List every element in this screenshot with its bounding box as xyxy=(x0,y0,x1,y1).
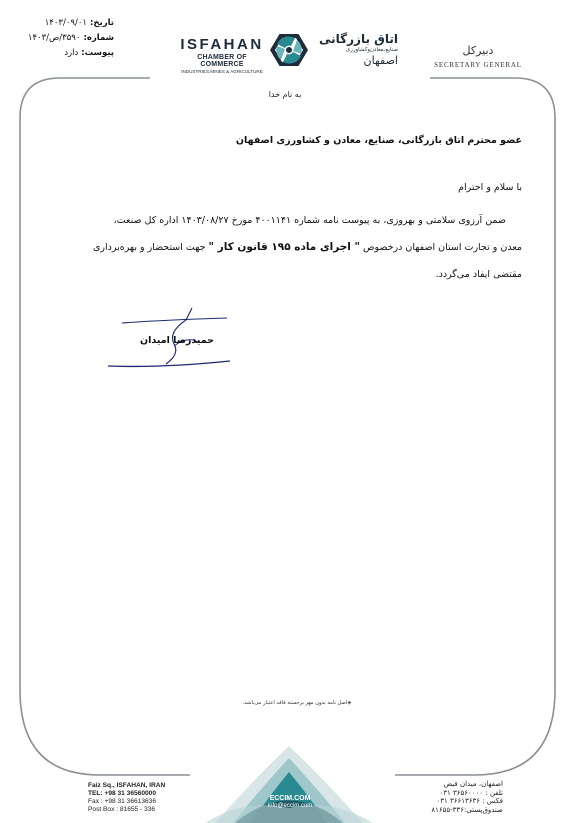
logo-fa-line3: اصفهان xyxy=(363,54,398,67)
footer-address-en xyxy=(88,782,180,814)
footer-emblem-icon xyxy=(195,738,383,823)
logo-en-sub: CHAMBER OF COMMERCE xyxy=(197,54,247,68)
attachment-row xyxy=(4,46,114,61)
date-label: تاریخ: xyxy=(90,18,114,28)
footer-en-line1: Faiz Sq., ISFAHAN, IRAN xyxy=(88,782,166,789)
number-label: شماره: xyxy=(83,33,114,43)
logo-fa-line2: صنایع،معادن‌وکشاورزی xyxy=(345,47,398,53)
footer-email-link[interactable]: info@eccim.com xyxy=(267,803,313,809)
date-value: ۱۴۰۳/۰۹/۰۱ xyxy=(44,18,87,28)
salutation: با سلام و احترام xyxy=(458,182,522,193)
footer-en-line4: Post Box : 81655 - 336 xyxy=(88,806,156,813)
basmala: به نام خدا xyxy=(268,90,302,99)
footer-en-line3: Fax : +98 31 36613636 xyxy=(88,798,157,805)
date-row xyxy=(4,16,114,31)
attachment-label: پیوست: xyxy=(81,48,114,58)
footer-fa-line2: تلفن : ۳۶۵۶۰۰۰۰ ۰۳۱ xyxy=(439,788,503,797)
footer-address-fa xyxy=(403,780,503,814)
paragraph-line-3: مقتضی ایفاد می‌گردد. xyxy=(435,269,522,280)
paragraph-line-2 xyxy=(44,234,522,261)
paragraph-line-2-end: جهت استحضار و بهره‌برداری xyxy=(92,242,206,253)
logo-en-tag: INDUSTRIES,MINES & AGRICULTURE xyxy=(181,69,263,74)
logo-english xyxy=(180,36,264,74)
secretary-en: SECRETARY GENERAL xyxy=(434,61,522,69)
number-value: ۳۵۹۰/ص/۱۴۰۳ xyxy=(27,33,81,43)
paragraph-line-2-start: معدن و تجارت استان اصفهان درخصوص xyxy=(363,242,522,253)
footer-fa-line1: اصفهان، میدان فیض xyxy=(443,780,503,788)
signer-name: حمیدرضا امیدان xyxy=(140,335,214,346)
secretary-fa: دبیرکل xyxy=(462,44,494,57)
paragraph-line-1: ضمن آرزوی سلامتی و بهروزی، به پیوست نامه شماره ۴۰۰۱۱۴۱ مورخ ۱۴۰۳/۰۸/۲۷ اداره کل صنعت، xyxy=(113,215,506,226)
footer-contact-web xyxy=(250,795,330,809)
paragraph-subject: " اجرای ماده ۱۹۵ قانون کار " xyxy=(208,241,361,253)
recipient-line: عضو محترم اتاق بازرگانی، صنایع، معادن و کشاورزی اصفهان xyxy=(235,135,522,146)
attachment-value: دارد xyxy=(64,48,79,58)
letter-paragraph xyxy=(44,207,522,288)
letter-meta xyxy=(4,16,114,61)
footer-fa-line4: صندوق‌پستی:۳۳۶-۸۱۶۵۵ xyxy=(431,805,503,814)
validity-note: ◈اصل نامه بدون مهر برجسته فاقد اعتبار می‌باشد. xyxy=(242,700,352,706)
number-row xyxy=(4,31,114,46)
footer-fa-line3: فکس : ۳۶۶۱۳۶۳۶ ۰۳۱ xyxy=(436,797,503,806)
logo-en-title: ISFAHAN xyxy=(180,36,264,53)
logo-persian xyxy=(316,32,398,67)
secretary-general-title xyxy=(433,44,523,69)
logo-fa-line1: اتاق بازرگانی xyxy=(319,32,398,46)
footer-website-link[interactable]: ECCIM.COM xyxy=(269,795,311,802)
chamber-logo-icon xyxy=(264,28,314,72)
footer-en-line2: TEL: +98 31 36560000 xyxy=(88,790,157,797)
